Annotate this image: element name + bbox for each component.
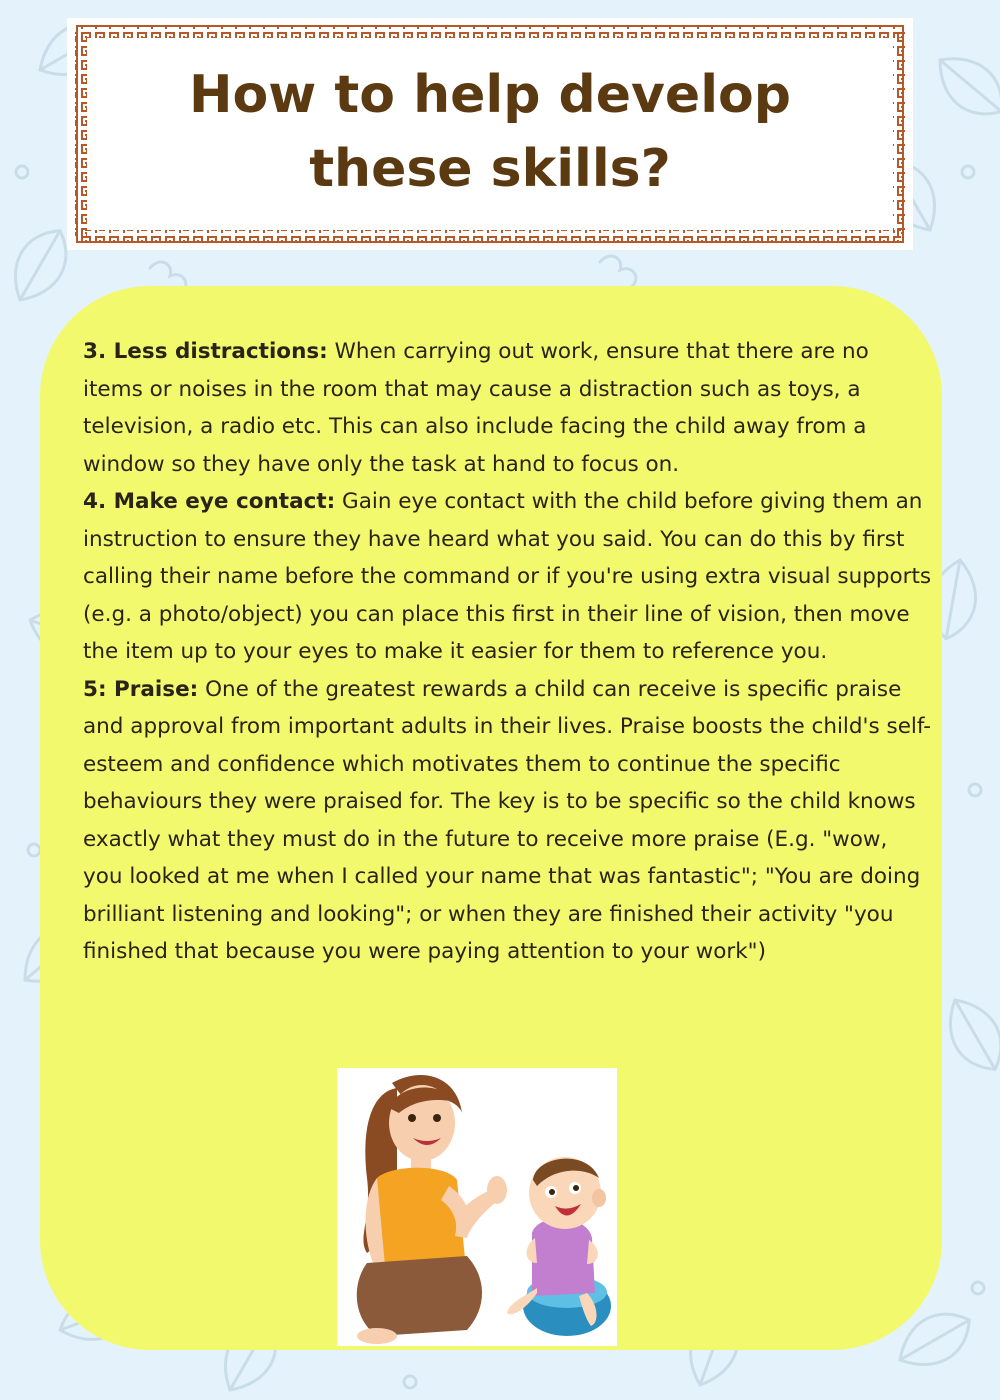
tip-praise xyxy=(83,671,933,971)
tip-body: Gain eye contact with the child before giving them an instruction to ensure they have heard what you said. You can do this by first calling their name before the command or if you're using extra visual supports (e.g. a photo/object) you can place this first in their line of vision, then move the item up to your eyes to make it easier for them to reference you. xyxy=(83,489,932,664)
tip-less-distractions xyxy=(83,333,933,483)
tip-heading: 5: Praise: xyxy=(83,676,199,702)
mother-child-illustration xyxy=(337,1068,617,1346)
mother-clapping-toddler-on-potty-illustration xyxy=(337,1068,617,1346)
page-title: How to help develop these skills? xyxy=(189,65,791,199)
tips-text xyxy=(83,333,933,971)
leaf-icon xyxy=(926,43,1000,129)
leaf-icon xyxy=(936,989,1000,1081)
tip-eye-contact xyxy=(83,483,933,671)
tip-heading: 4. Make eye contact: xyxy=(83,489,336,514)
tip-body: When carrying out work, ensure that there are no items or noises in the room that may cause a distraction such as toys, a television, a radio etc. This can also include facing the child away from a window so they have only the task at hand to focus on. xyxy=(83,339,869,477)
tip-heading: 3. Less distractions: xyxy=(83,339,328,364)
title-box xyxy=(67,18,913,250)
tip-body: One of the greatest rewards a child can receive is specific praise and approval from important adults in their lives. Praise boosts the child's self-esteem and confidence which motivates them to continue the specific behaviours they were praised for. The key is to be specific so the child knows exactly what they must do in the future to receive more praise (E.g. "wow, you looked at me when I called your name that was fantastic"; "You are doing brilliant listening and looking"; or when they are finished their activity "you finished that because you were paying attention to your work") xyxy=(83,676,932,964)
